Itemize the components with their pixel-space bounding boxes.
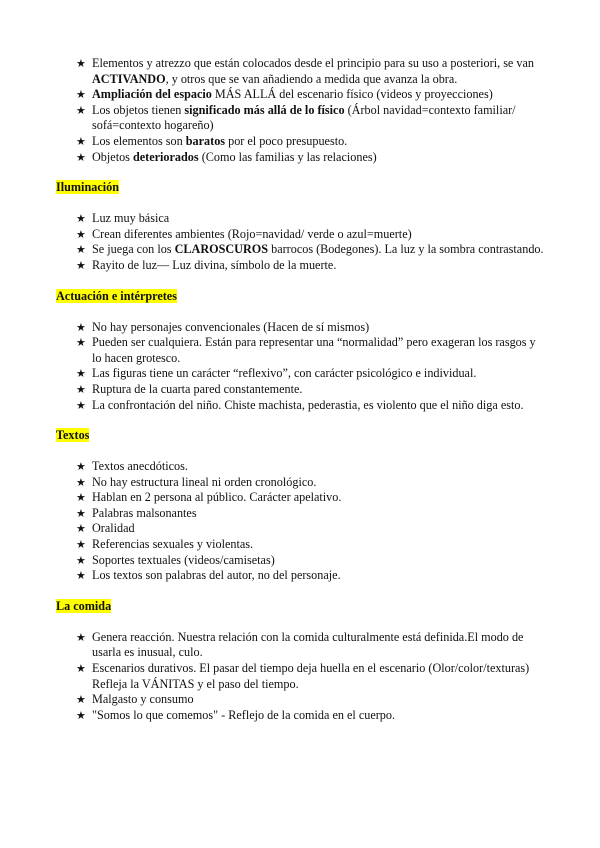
list-item [78, 521, 546, 537]
list-item [78, 242, 546, 258]
item-text: Elementos y atrezzo que están colocados desde el principio para su uso a posteriori, se van [92, 56, 534, 70]
star-icon: ★ [76, 88, 86, 102]
list-item [78, 211, 546, 227]
star-icon: ★ [76, 506, 86, 520]
item-text: Se juega con los [92, 242, 175, 257]
item-text: Hablan en 2 persona al público. Carácter apelativo. [92, 490, 342, 505]
item-text: , y otros que se van añadiendo a medida que avanza la obra. [165, 71, 458, 86]
list-item [78, 475, 546, 491]
star-icon: ★ [76, 382, 86, 396]
star-icon: ★ [76, 57, 86, 70]
item-text: La confrontación del niño. Chiste machista, pederastia, es violento que el niño diga esto. [92, 397, 524, 412]
item-text: No hay estructura lineal ni orden cronológico. [92, 474, 317, 489]
list-item [78, 708, 546, 724]
item-text: barrocos (Bodegones). La luz y la sombra contrastando. [268, 242, 544, 257]
item-bold-text: ACTIVANDO [92, 71, 166, 86]
star-icon: ★ [76, 336, 86, 350]
list-item [78, 661, 546, 692]
star-icon: ★ [76, 491, 86, 505]
list-item [78, 87, 546, 103]
bullet-list [56, 320, 546, 414]
star-icon: ★ [76, 258, 86, 272]
star-icon: ★ [76, 134, 86, 148]
item-text: Pueden ser cualquiera. Están para representar una “normalidad” pero exageran los rasgos y lo hacen grotesco. [92, 335, 536, 365]
item-text: Referencias sexuales y violentas. [92, 537, 254, 552]
star-icon: ★ [76, 460, 86, 474]
star-icon: ★ [76, 212, 86, 226]
item-text: Ruptura de la cuarta pared constantemente. [92, 381, 303, 396]
list-item [78, 366, 546, 382]
list-item [78, 459, 546, 475]
item-text: Textos anecdóticos. [92, 459, 188, 474]
item-text: MÁS ALLÁ del escenario físico (videos y proyecciones) [211, 87, 493, 102]
list-item [78, 56, 546, 87]
item-text: Las figuras tiene un carácter “reflexivo”, con carácter psicológico e individual. [92, 366, 477, 381]
bullet-list [56, 211, 546, 273]
section-heading-text: Iluminación [56, 180, 119, 195]
star-icon: ★ [76, 708, 86, 722]
section-heading-iluminacion [56, 180, 546, 194]
star-icon: ★ [76, 630, 86, 644]
item-bold-text: deteriorados [132, 149, 199, 164]
bullet-list [56, 56, 546, 165]
item-text: Palabras malsonantes [92, 505, 197, 520]
star-icon: ★ [76, 227, 86, 241]
item-text: (Como las familias y las relaciones) [198, 149, 377, 164]
section-heading-la-comida [56, 599, 546, 613]
list-item [78, 227, 546, 243]
star-icon: ★ [76, 103, 86, 117]
item-text: Malgasto y consumo [92, 692, 194, 707]
list-item [78, 320, 546, 336]
item-text: Los textos son palabras del autor, no del personaje. [92, 568, 341, 583]
list-item [78, 103, 546, 134]
list-item [78, 335, 546, 366]
item-text: No hay personajes convencionales (Hacen de sí mismos) [92, 319, 370, 334]
list-item [78, 490, 546, 506]
bullet-list [56, 630, 546, 724]
section-heading-textos [56, 428, 546, 442]
section-heading-text: La comida [56, 598, 112, 613]
item-bold-text: significado más allá de lo físico [184, 102, 345, 117]
item-bold-text: baratos [185, 133, 226, 148]
item-text: Escenarios durativos. El pasar del tiempo deja huella en el escenario (Olor/color/texturas) Refleja la VÁNITAS y el paso del tiempo. [92, 661, 530, 691]
item-text: Los elementos son [92, 133, 186, 148]
item-bold-text: CLAROSCUROS [174, 242, 269, 257]
document-content [56, 56, 546, 723]
star-icon: ★ [76, 538, 86, 552]
list-item [78, 537, 546, 553]
list-item [78, 630, 546, 661]
item-text: Los objetos tienen [92, 102, 185, 117]
item-text: Rayito de luz— Luz divina, símbolo de la muerte. [92, 257, 337, 272]
star-icon: ★ [76, 553, 86, 567]
item-text: Genera reacción. Nuestra relación con la comida culturalmente está definida.El modo de usarla es inusual, culo. [92, 629, 524, 660]
star-icon: ★ [76, 475, 86, 489]
star-icon: ★ [76, 150, 86, 164]
section-heading-actuacion-e-interpretes [56, 289, 546, 303]
item-text: Oralidad [92, 521, 135, 536]
item-text: por el poco presupuesto. [225, 133, 348, 148]
section-heading-text: Actuación e intérpretes [56, 288, 177, 303]
list-item [78, 506, 546, 522]
list-item [78, 692, 546, 708]
star-icon: ★ [76, 398, 86, 412]
list-item [78, 258, 546, 274]
item-bold-text: Ampliación del espacio [92, 87, 212, 102]
item-text: Soportes textuales (videos/camisetas) [92, 552, 275, 567]
star-icon: ★ [76, 662, 86, 676]
star-icon: ★ [76, 569, 86, 583]
item-text: "Somos lo que comemos" - Reflejo de la comida en el cuerpo. [92, 707, 396, 722]
item-text: (Árbol navidad=contexto familiar/ sofá=contexto hogareño) [92, 102, 516, 133]
bullet-list [56, 459, 546, 584]
list-item [78, 134, 546, 150]
star-icon: ★ [76, 522, 86, 536]
item-text: Luz muy básica [92, 211, 170, 226]
list-item [78, 568, 546, 584]
section-heading-text: Textos [56, 428, 90, 443]
star-icon: ★ [76, 320, 86, 334]
star-icon: ★ [76, 243, 86, 257]
item-text: Crean diferentes ambientes (Rojo=navidad/ verde o azul=muerte) [92, 226, 412, 241]
star-icon: ★ [76, 367, 86, 381]
list-item [78, 150, 546, 166]
list-item [78, 382, 546, 398]
list-item [78, 398, 546, 414]
star-icon: ★ [76, 693, 86, 707]
item-text: Objetos [92, 149, 133, 164]
list-item [78, 553, 546, 569]
